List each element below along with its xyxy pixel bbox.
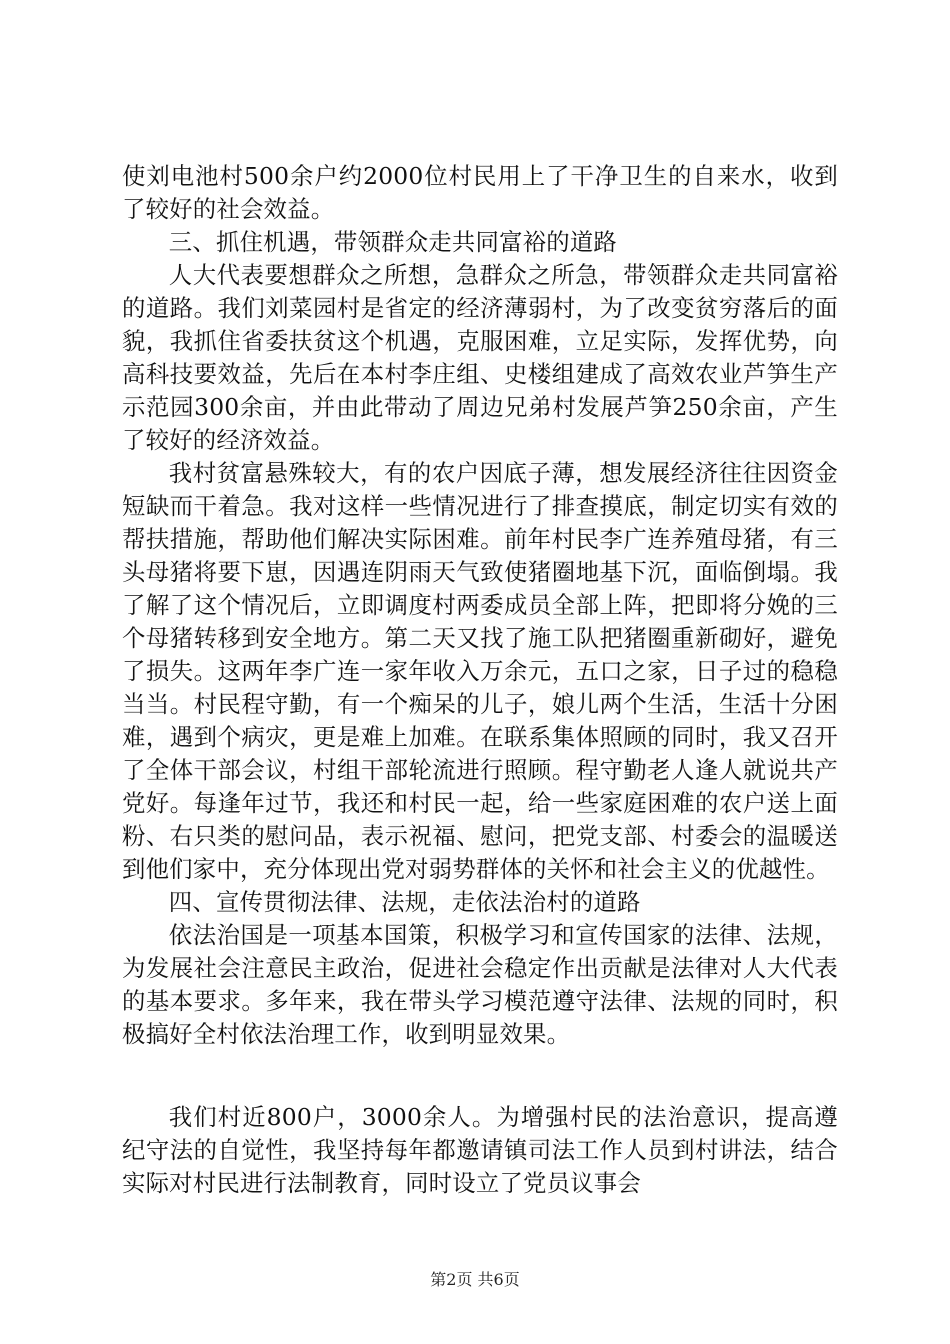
page-number-footer: 第2页 共6页 (430, 1270, 520, 1289)
paragraph: 人大代表要想群众之所想，急群众之所急，带领群众走共同富裕的道路。我们刘菜园村是省定的经济薄弱村，为了改变贫穷落后的面貌，我抓住省委扶贫这个机遇，克服困难，立足实际，发挥优势，向高科技要效益，先后在本村李庄组、史楼组建成了高效农业芦笋生产示范园300余亩，并由此带动了周边兄弟村发展芦笋250余亩，产生了较好的经济效益。 (122, 261, 838, 454)
paragraph-gap (122, 1051, 838, 1101)
paragraph: 依法治国是一项基本国策，积极学习和宣传国家的法律、法规，为发展社会注意民主政治，促进社会稳定作出贡献是法律对人大代表的基本要求。多年来，我在带头学习模范遵守法律、法规的同时，积极搞好全村依法治理工作，收到明显效果。 (122, 921, 838, 1048)
paragraph-continued: 使刘电池村500余户约2000位村民用上了干净卫生的自来水，收到了较好的社会效益。 (122, 162, 838, 223)
section-heading-3: 三、抓住机遇，带领群众走共同富裕的道路 (168, 228, 618, 256)
paragraph: 我们村近800户，3000余人。为增强村民的法治意识，提高遵纪守法的自觉性，我坚持每年都邀请镇司法工作人员到村讲法，结合实际对村民进行法制教育，同时设立了党员议事会 (122, 1103, 838, 1197)
document-body (122, 160, 838, 1200)
paragraph: 我村贫富悬殊较大，有的农户因底子薄，想发展经济往往因资金短缺而干着急。我对这样一些情况进行了排查摸底，制定切实有效的帮扶措施，帮助他们解决实际困难。前年村民李广连养殖母猪，有三头母猪将要下崽，因遇连阴雨天气致使猪圈地基下沉，面临倒塌。我了解了这个情况后，立即调度村两委成员全部上阵，把即将分娩的三个母猪转移到安全地方。第二天又找了施工队把猪圈重新砌好，避免了损失。这两年李广连一家年收入万余元，五口之家，日子过的稳稳当当。村民程守勤，有一个痴呆的儿子，娘儿两个生活，生活十分困难，遇到个病灾，更是难上加难。在联系集体照顾的同时，我又召开了全体干部会议，村组干部轮流进行照顾。程守勤老人逢人就说共产党好。每逢年过节，我还和村民一起，给一些家庭困难的农户送上面粉、右只类的慰问品，表示祝福、慰问，把党支部、村委会的温暖送到他们家中，充分体现出党对弱势群体的关怀和社会主义的优越性。 (122, 459, 838, 883)
section-heading-4: 四、宣传贯彻法律、法规，走依法治村的道路 (168, 888, 641, 916)
